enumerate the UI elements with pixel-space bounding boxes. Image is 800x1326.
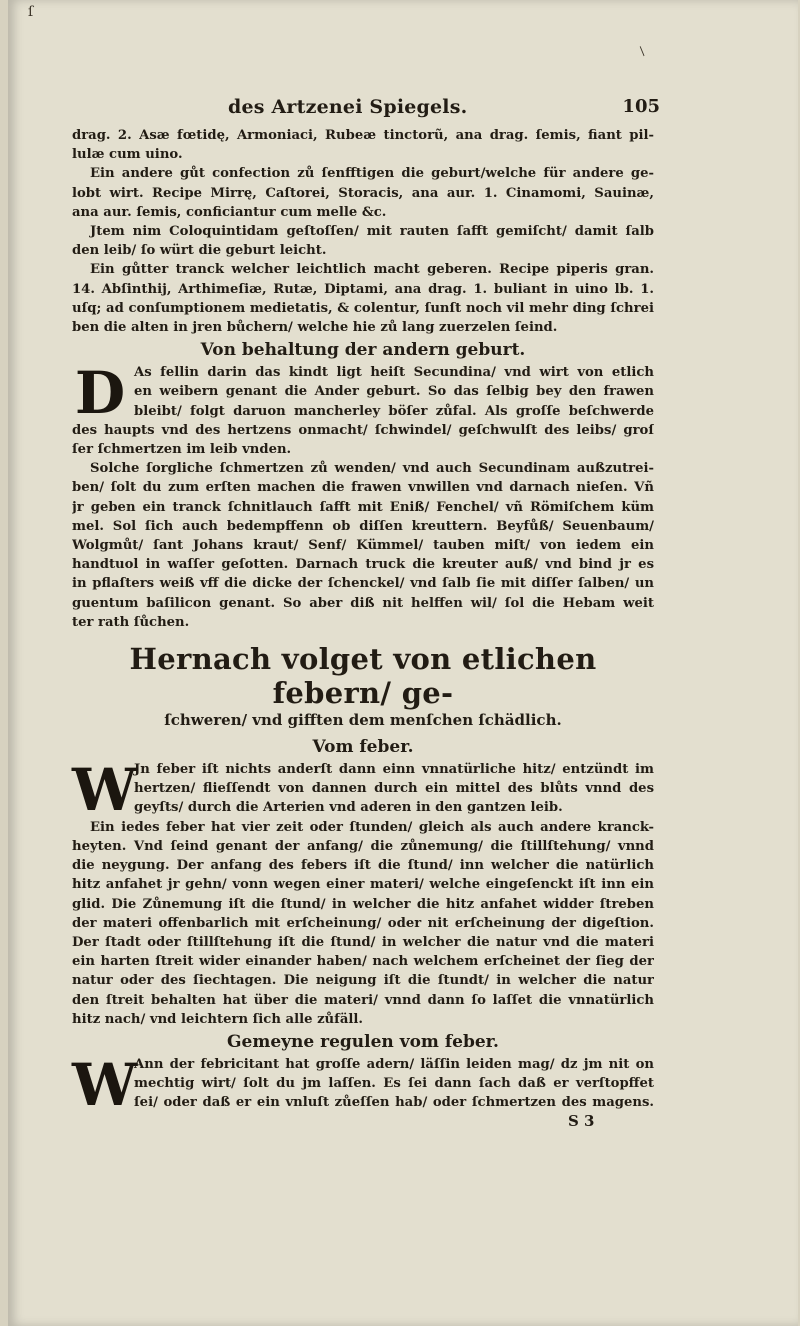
text-line: Wolgmůt/ ſant Johans kraut/ Senf/ Kümmel/ tauben miſt/ von iedem ein [72,538,654,554]
text-line: hertzen/ flieſſendt von dannen durch ein mittel des blůts vnnd des [134,781,654,797]
text-line: ana aur. ſemis, conficiantur cum melle &c. [72,204,387,220]
intro-paragraphs [72,126,654,337]
chapter-subheading: ſchweren/ vnd gifften dem menſchen ſchädlich. [164,711,562,730]
book-page [8,0,798,1326]
text-line: lobt wirt. Recipe Mirrę, Caſtorei, Storacis, ana aur. 1. Cinamomi, Sauinæ, [72,185,654,201]
text-line: der materi offenbarlich mit erſcheinung/ oder nit erſcheinung der digeſtion. [72,915,654,931]
running-title: des Artzenei Spiegels. [228,96,468,118]
ink-mark: / [635,44,649,58]
text-line: Jtem nim Coloquintidam geſtoſſen/ mit rauten ſafft gemiſcht/ damit ſalb [90,224,654,240]
text-line: jr geben ein tranck ſchnitlauch ſafft mit Eniß/ Fenchel/ vñ Römiſchem küm [72,499,654,515]
text-line: des haupts vnd des hertzens onmacht/ ſchwindel/ geſchwulſt des leibs/ groſ [72,422,654,438]
text-line: Ein gůtter tranck welcher leichtlich macht geberen. Recipe piperis gran. [90,262,654,278]
text-line: handtuol in waſſer geſotten. Darnach truck die kreuter auß/ vnd bind jr es [72,557,654,573]
text-line: hitz nach/ vnd leichtern ſich alle zůfäll. [72,1011,363,1027]
corner-mark: ſ [28,4,34,20]
text-line: ſer ſchmertzen im leib vnden. [72,442,292,458]
text-line: ben/ ſolt du zum erſten machen die frawen vnwillen vnd darnach nieſen. Vñ [72,480,654,496]
running-head [76,96,660,126]
section-fever [72,756,654,1029]
text-line: ein harten ſtreit wider einander haben/ nach welchem erſcheinet der ſieg der [72,954,654,970]
section-heading: Gemeyne regulen vom feber. [227,1031,499,1052]
page-number: 105 [622,96,660,117]
text-line: in pflaſters weiß vff die dicke der ſchenckel/ vnd ſalb ſie mit diſſer ſalben/ un [72,576,654,592]
text-line: Ein andere gůt confection zů ſenfftigen die geburt/welche für andere ge- [90,166,654,182]
text-line: Der ſtadt oder ſtillſtehung iſt die ſtund/ in welcher die natur vnd die materi [72,934,654,950]
text-line: Solche ſorgliche ſchmertzen zů wenden/ vnd auch Secundinam außzutrei- [90,461,654,477]
text-line: mechtig wirt/ ſolt du jm laſſen. Es ſei dann ſach daß er verſtopffet [134,1076,654,1092]
text-block [72,96,660,1119]
section-heading: Vom feber. [312,737,414,758]
decorated-initial: D [74,359,126,428]
text-line: As fellin darin das kindt ligt heiſt Secundina/ vnd wirt von etlich [134,365,654,381]
text-line: ter rath ſůchen. [72,614,190,630]
decorated-initial: W [72,1050,138,1119]
text-line: glid. Die Zůnemung iſt die ſtund/ in welcher die hitz anfahet widder ſtreben [72,896,654,912]
text-line: Ann der febricitant hat groſſe adern/ läſſin leiden mag/ dz jm nit on [134,1056,654,1072]
text-line: den ſtreit behalten hat über die materi/ vnnd dann ſo laſſet die vnnatürlich [72,992,654,1008]
section-heading: Von behaltung der andern geburt. [200,340,526,361]
text-line: en weibern genant die Ander geburt. So das ſelbig bey den frawen [134,384,654,400]
text-line: uſq; ad conſumptionem medietatis, & colentur, ſunſt noch vil mehr ding ſchrei [72,300,654,316]
chapter-heading: Hernach volget von etlichen febern/ ge- [129,642,597,711]
text-line: hitz anfahet jr gehn/ vonn wegen einer materi/ welche eingeſenckt iſt inn ein [72,877,654,893]
text-line: die neygung. Der anfang des febers iſt die ſtund/ inn welcher die natürlich [72,858,654,874]
signature-mark: S 3 [568,1112,595,1130]
text-line: ſei/ oder daß er ein vnluſt zůeſſen hab/ oder ſchmertzen des magens. [134,1095,654,1111]
text-line: lulæ cum uino. [72,147,183,163]
text-line: 14. Abſinthij, Arthimeſiæ, Rutæ, Diptami, ana drag. 1. buliant in uino lb. 1. [72,281,654,297]
section-fever-rules [72,1050,654,1119]
text-line: ben die alten in jren bůchern/ welche hie zů lang zuerzelen ſeind. [72,320,558,336]
text-line: mel. Sol ſich auch bedempffenn ob diſſen kreuttern. Beyfůß/ Seuenbaum/ [72,518,654,534]
text-line: Jn feber iſt nichts anderſt dann einn vnnatürliche hitz/ entzündt im [134,762,654,778]
decorated-initial: W [72,756,138,825]
text-line: bleibt/ folgt daruon mancherley böſer zůfal. Als groſſe beſchwerde [134,403,654,419]
text-line: natur oder des ſiechtagen. Die neigung iſt die ſtundt/ in welcher die natur [72,973,654,989]
text-line: Ein iedes feber hat vier zeit oder ſtunden/ gleich als auch andere kranck- [90,819,654,835]
text-line: geyſts/ durch die Arterien vnd aderen in den gantzen leib. [134,800,563,816]
section-afterbirth [72,359,654,632]
text-line: drag. 2. Asæ fœtidę, Armoniaci, Rubeæ tinctorũ, ana drag. ſemis, fiant pil- [72,128,654,143]
text-line: guentum baſilicon genant. So aber diß nit helffen wil/ ſol die Hebam weit [72,595,654,611]
text-line: den leib/ ſo würt die geburt leicht. [72,243,327,259]
text-line: heyten. Vnd ſeind genant der anfang/ die zůnemung/ die ſtillſtehung/ vnnd [72,838,654,854]
